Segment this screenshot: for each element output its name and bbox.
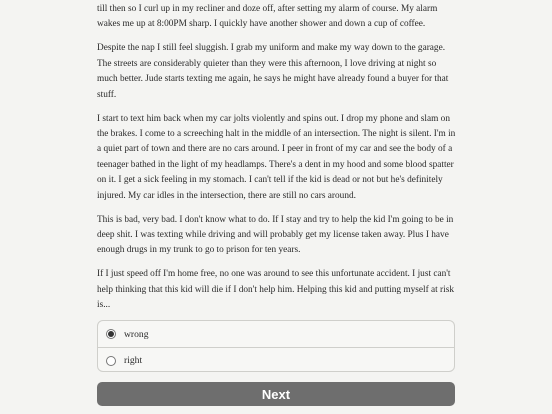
story-paragraph: This is bad, very bad. I don't know what to do. If I stay and try to help the kid I'm going to be in deep shit. I was texting while driving and will probably get my license taken away. Plus I have enough drugs in my trunk to go to prison for ten years. (97, 214, 454, 256)
story-paragraph: Despite the nap I still feel sluggish. I grab my uniform and make my way down to the garage. The streets are considerably quieter than they were this afternoon, I love driving at night so much better. Jude starts texting me again, he says he might have already found a buyer for that stuff. (97, 43, 449, 100)
story-paragraph: If I just speed off I'm home free, no one was around to see this unfortunate accident. I just can't help thinking that this kid will die if I don't help him. Helping this kid and putting myself at risk is... (97, 269, 454, 311)
choice-label: right (124, 355, 143, 366)
choice-label: wrong (124, 328, 149, 340)
choice-right[interactable] (98, 347, 454, 373)
story-paragraph: I start to text him back when my car jolts violently and spins out. I drop my phone and slam on the brakes. I come to a screeching halt in the middle of an intersection. The night is silent. I'm in a quiet part of town and there are no cars around. I peer in front of my car and see the body of a teenager bathed in the light of my headlamps. There's a dent in my hood and some blood spatter on it. I get a sick feeling in my stomach. I can't tell if the kid is dead or not but he's definitely injured. My car idles in the intersection, there are still no cars around. (97, 113, 456, 201)
story-paragraph: till then so I curl up in my recliner and doze off, after setting my alarm of course. My alarm wakes me up at 8:00PM sharp. I quickly have another shower and down a cup of coffee. (97, 4, 438, 30)
choice-group (97, 320, 455, 372)
radio-selected-icon[interactable] (106, 329, 116, 339)
story-text (97, 0, 459, 322)
next-button[interactable]: Next (97, 382, 455, 406)
radio-unselected-icon[interactable] (106, 356, 116, 366)
choice-wrong[interactable] (98, 321, 454, 347)
